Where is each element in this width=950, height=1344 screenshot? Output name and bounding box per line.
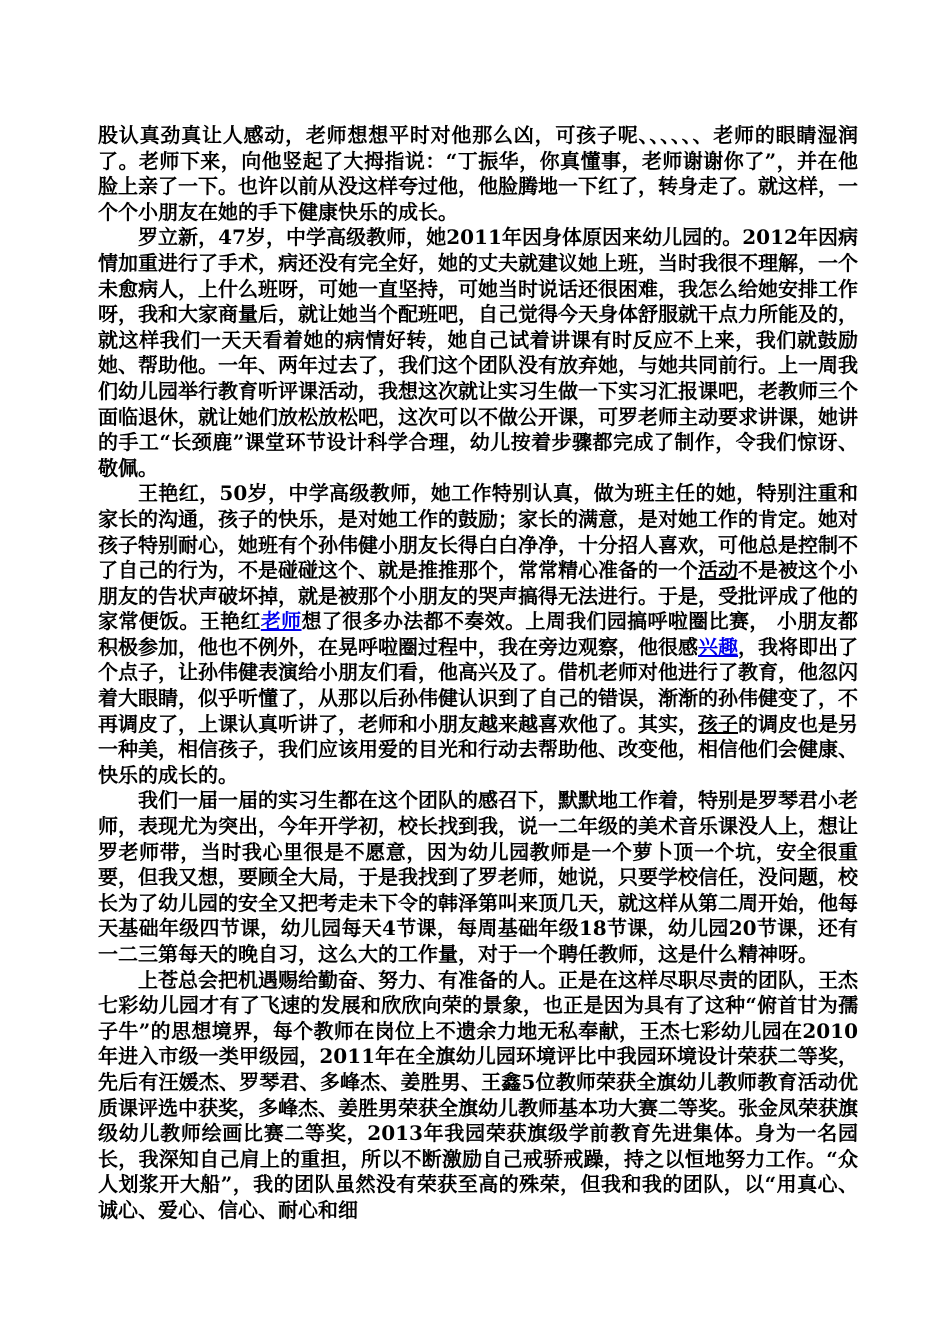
paragraph-text: 想了很多办法都不奏效。上周我们园搞呼啦圈比赛， 小朋友都积极参加，他也不例外，在晃呼啦圈过程中，我在旁边观察，他很感 [98, 609, 859, 659]
paragraph-text: 罗立新，47岁，中学高级教师，她2011年因身体原因来幼儿园的。2012年因病情加重进行了手术，病还没有完全好，她的丈夫就建议她上班，当时我很不理解，一个未愈病人，上什么班呀，可她一直坚持，可她当时说话还很困难，我怎么给她安排工作呀，我和大家商量后，就让她当个配班吧，自己觉得今天身体舒服就干点力所能及的，就这样我们一天天看着她的病情好转，她自己试着讲课有时反应不上来，我们就鼓励她、帮助他。一年、两年过去了，我们这个团队没有放弃她，与她共同前行。上一周我们幼儿园举行教育听评课活动，我想这次就让实习生做一下实习汇报课吧，老教师三个面临退休，就让她们放松放松吧，这次可以不做公开课，可罗老师主动要求讲课，她讲的手工“长颈鹿”课堂环节设计科学合理，幼儿按着步骤都完成了制作，令我们惊讶、敬佩。 [98, 225, 858, 480]
paragraph-5 [98, 968, 858, 1224]
paragraph-text: 股认真劲真让人感动，老师想想平时对他那么凶，可孩子呢、、、、、、老师的眼睛湿润了。老师下来，向他竖起了大拇指说：“丁振华，你真懂事，老师谢谢你了”，并在他脸上亲了一下。也许以前从没这样夸过他，他脸腾地一下红了，转身走了。就这样，一个个小朋友在她的手下健康快乐的成长。 [98, 123, 858, 224]
underlined-term-child: 孩子 [698, 711, 738, 736]
link-teacher[interactable]: 老师 [260, 609, 302, 634]
link-interest[interactable]: 兴趣 [698, 634, 738, 659]
paragraph-text: 我们一届一届的实习生都在这个团队的感召下，默默地工作着，特别是罗琴君小老师，表现尤为突出，今年开学初，校长找到我，说一二年级的美术音乐课没人上，想让罗老师带，当时我心里很是不愿意，因为幼儿园教师是一个萝卜顶一个坑，安全很重要，但我又想，要顾全大局，于是我找到了罗老师，她说，只要学校信任，没问题，校长为了幼儿园的安全又把考走未下令的韩泽第叫来顶几天，就这样从第二周开始，他每天基础年级四节课，幼儿园每天4节课，每周基础年级18节课，幼儿园20节课，还有一二三第每天的晚自习，这么大的工作量，对于一个聘任教师，这是什么精神呀。 [98, 788, 858, 966]
paragraph-text: 的调皮也是另一种美，相信孩子，我们应该用爱的目光和行动去帮助他、改变他，相信他们会健康、快乐的成长的。 [98, 711, 858, 787]
paragraph-text: ，我将即出了个点子，让孙伟健表演给小朋友们看，他高兴及了。借机老师对他进行了教育，他忽闪着大眼睛，似乎听懂了，从那以后孙伟健认识到了自己的错误，渐渐的孙伟健变了，不再调皮了，上课认真听讲了，老师和小朋友越来越喜欢他了。其实， [98, 634, 858, 736]
paragraph-3 [98, 481, 858, 788]
paragraph-4 [98, 788, 858, 967]
paragraph-1 [98, 123, 858, 225]
paragraph-text: 不是被这个小朋友的告状声破坏掉，就是被那个小朋友的哭声搞得无法进行。于是，受批评成了他的家常便饭。王艳红 [98, 558, 858, 634]
paragraph-text: 上苍总会把机遇赐给勤奋、努力、有准备的人。正是在这样尽职尽责的团队，王杰七彩幼儿园才有了飞速的发展和欣欣向荣的景象，也正是因为具有了这种“俯首甘为孺子牛”的思想境界，每个教师在岗位上不遗余力地无私奉献，王杰七彩幼儿园在2010年进入市级一类甲级园，2011年在全旗幼儿园环境评比中我园环境设计荣获二等奖，先后有汪媛杰、罗琴君、多峰杰、姜胜男、王鑫5位教师荣获全旗幼儿教师教育活动优质课评选中获奖，多峰杰、姜胜男荣获全旗幼儿教师基本功大赛二等奖。张金凤荣获旗级幼儿教师绘画比赛二等奖，2013年我园荣获旗级学前教育先进集体。身为一名园长，我深知自己肩上的重担，所以不断激励自己戒骄戒躁，持之以恒地努力工作。“众人划浆开大船”，我的团队虽然没有荣获至高的殊荣，但我和我的团队，以“用真心、诚心、爱心、信心、耐心和细 [98, 967, 858, 1222]
paragraph-text: 王艳红，50岁，中学高级教师，她工作特别认真，做为班主任的她，特别注重和家长的沟通，孩子的快乐，是对她工作的鼓励；家长的满意，是对她工作的肯定。她对孩子特别耐心，她班有个孙伟健小朋友长得白白净净，十分招人喜欢，可他总是控制不了自己的行为，不是碰碰这个、就是推推那个，常常精心准备的一个 [98, 481, 858, 583]
underlined-term-activity: 活动 [698, 558, 738, 583]
document-page [98, 123, 858, 1224]
paragraph-2 [98, 225, 858, 481]
